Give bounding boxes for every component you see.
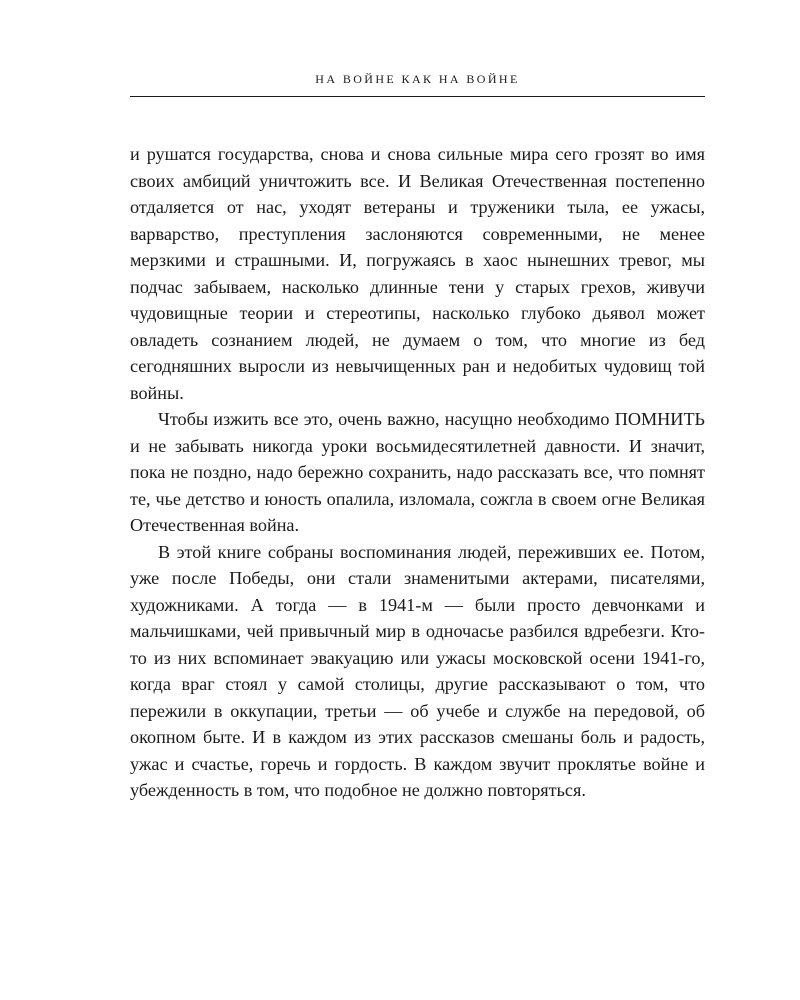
paragraph-remember: Чтобы изжить все это, очень важно, насущно необходимо ПОМНИТЬ и не забывать никогда уроки восьмидесятилетней давности. И значит, пока не поздно, надо бережно сохранить, надо рассказать все, что помнят те, чье детство и юность опалила, изломала, сожгла в своем огне Великая Отечественная война. xyxy=(130,409,705,535)
paragraph-continuation: и рушатся государства, снова и снова сильные мира сего грозят во имя своих амбиций уничтожить все. И Великая Отечественная постепенно отдаляется от нас, уходят ветераны и труженики тыла, ее ужасы, варварство, преступления заслоняются современными, не менее мерзкими и страшными. И, погружаясь в хаос нынешних тревог, мы подчас забываем, насколько длинные тени у старых грехов, живучи чудовищные теории и стереотипы, насколько глубоко дьявол может овладеть сознанием людей, не думаем о том, что многие из бед сегодняшних выросли из невычищенных ран и недобитых чудовищ той войны. xyxy=(130,144,705,403)
running-head-title: НА ВОЙНЕ КАК НА ВОЙНЕ xyxy=(315,72,520,86)
paragraph-book-contents: В этой книге собраны воспоминания людей, переживших ее. Потом, уже после Победы, они стали знаменитыми актерами, писателями, художниками. А тогда — в 1941-м — были просто девчонками и мальчишками, чей привычный мир в одночасье разбился вдребезги. Кто-то из них вспоминает эвакуацию или ужасы московской осени 1941-го, когда враг стоял у самой столицы, другие рассказывают о том, что пережили в оккупации, третьи — об учебе и службе на передовой, об окопном быте. И в каждом из этих рассказов смешаны боль и радость, ужас и счастье, горечь и гордость. В каждом звучит проклятье войне и убежденность в том, что подобное не должно повторяться. xyxy=(130,541,705,800)
body-text xyxy=(130,141,705,804)
header-divider xyxy=(130,96,705,97)
